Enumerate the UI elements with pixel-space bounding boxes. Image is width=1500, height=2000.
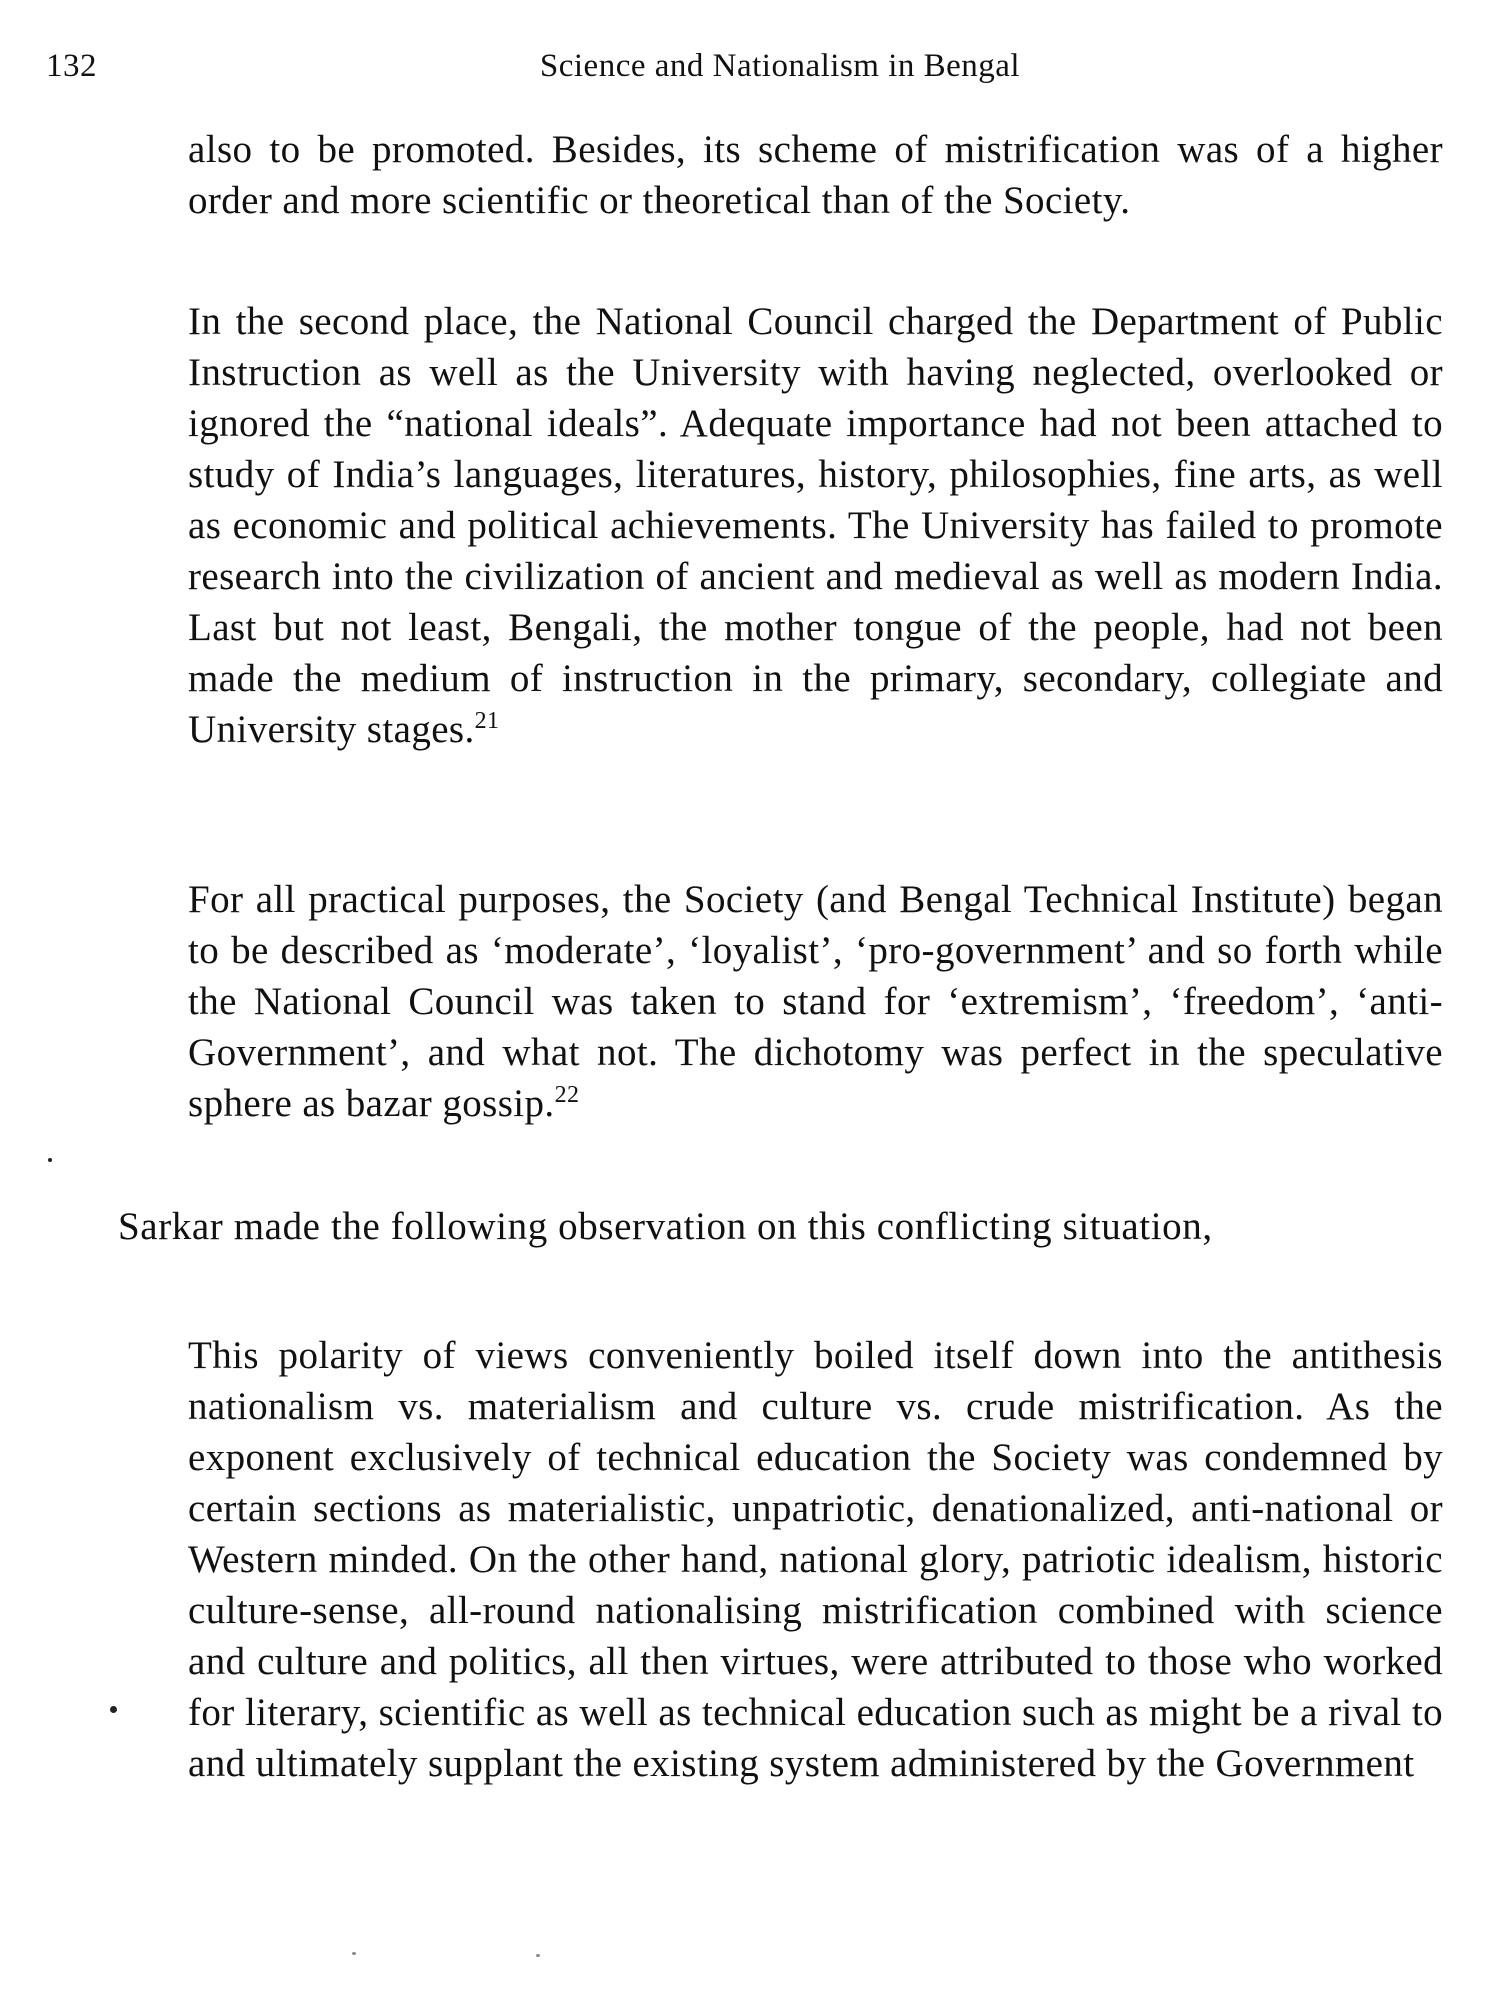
footnote-marker: 21 [474,708,500,734]
book-title: Science and Nationalism in Bengal [539,48,1021,84]
running-head [46,48,1454,92]
block-quote-national-council [188,296,1443,755]
scan-speck [48,1158,52,1162]
quote-paragraph [188,296,1443,755]
page-number: 132 [46,48,97,84]
quote-paragraph: This polarity of views conveniently boiled itself down into the antithesis nationalism vs. materialism and culture vs. crude mistrification. As the exponent exclusively of technical education the Society was condemned by certain sections as materialistic, unpatriotic, denationalized, anti-national or Western minded. On the other hand, national glory, patriotic idealism, historic culture-sense, all-round nationalising mistrification combined with science and culture and politics, all then virtues, were attributed to those who worked for literary, scientific as well as technical education such as might be a rival to and ultimately supplant the existing system administered by the Government [188,1334,1443,1785]
scan-speck [536,1954,540,1957]
scan-speck [352,1952,356,1955]
scan-speck [110,1706,117,1713]
footnote-marker: 22 [554,1082,580,1108]
quote-text: In the second place, the National Council charged the Department of Public Instruction as well as the University with having neglected, overlooked or ignored the “national ideals”. Adequate importance had not been attached to study of India’s languages, literatures, history, philosophies, fine arts, as well as economic and political achievements. The University has failed to promote research into the civilization of ancient and medieval as well as modern India. Last but not least, Bengali, the mother tongue of the people, had not been made the medium of instruction in the primary, secondary, collegiate and University stages. [188,300,1443,751]
block-quote-sarkar-observation [188,1330,1443,1789]
quote-paragraph [188,874,1443,1129]
quote-text: For all practical purposes, the Society (and Bengal Technical Institute) began to be described as ‘moderate’, ‘loyalist’, ‘pro-government’ and so forth while the National Council was taken to stand for ‘extremism’, ‘freedom’, ‘anti-Government’, and what not. The dichotomy was perfect in the speculative sphere as bazar gossip. [188,878,1443,1125]
quote-paragraph: also to be promoted. Besides, its scheme of mistrification was of a higher order and more scientific or theoretical than of the Society. [188,128,1443,222]
body-text: Sarkar made the following observation on this conflicting situation, [118,1205,1213,1248]
block-quote-continuation [188,124,1443,226]
body-paragraph [46,1200,1443,1254]
block-quote-society-description [188,874,1443,1129]
